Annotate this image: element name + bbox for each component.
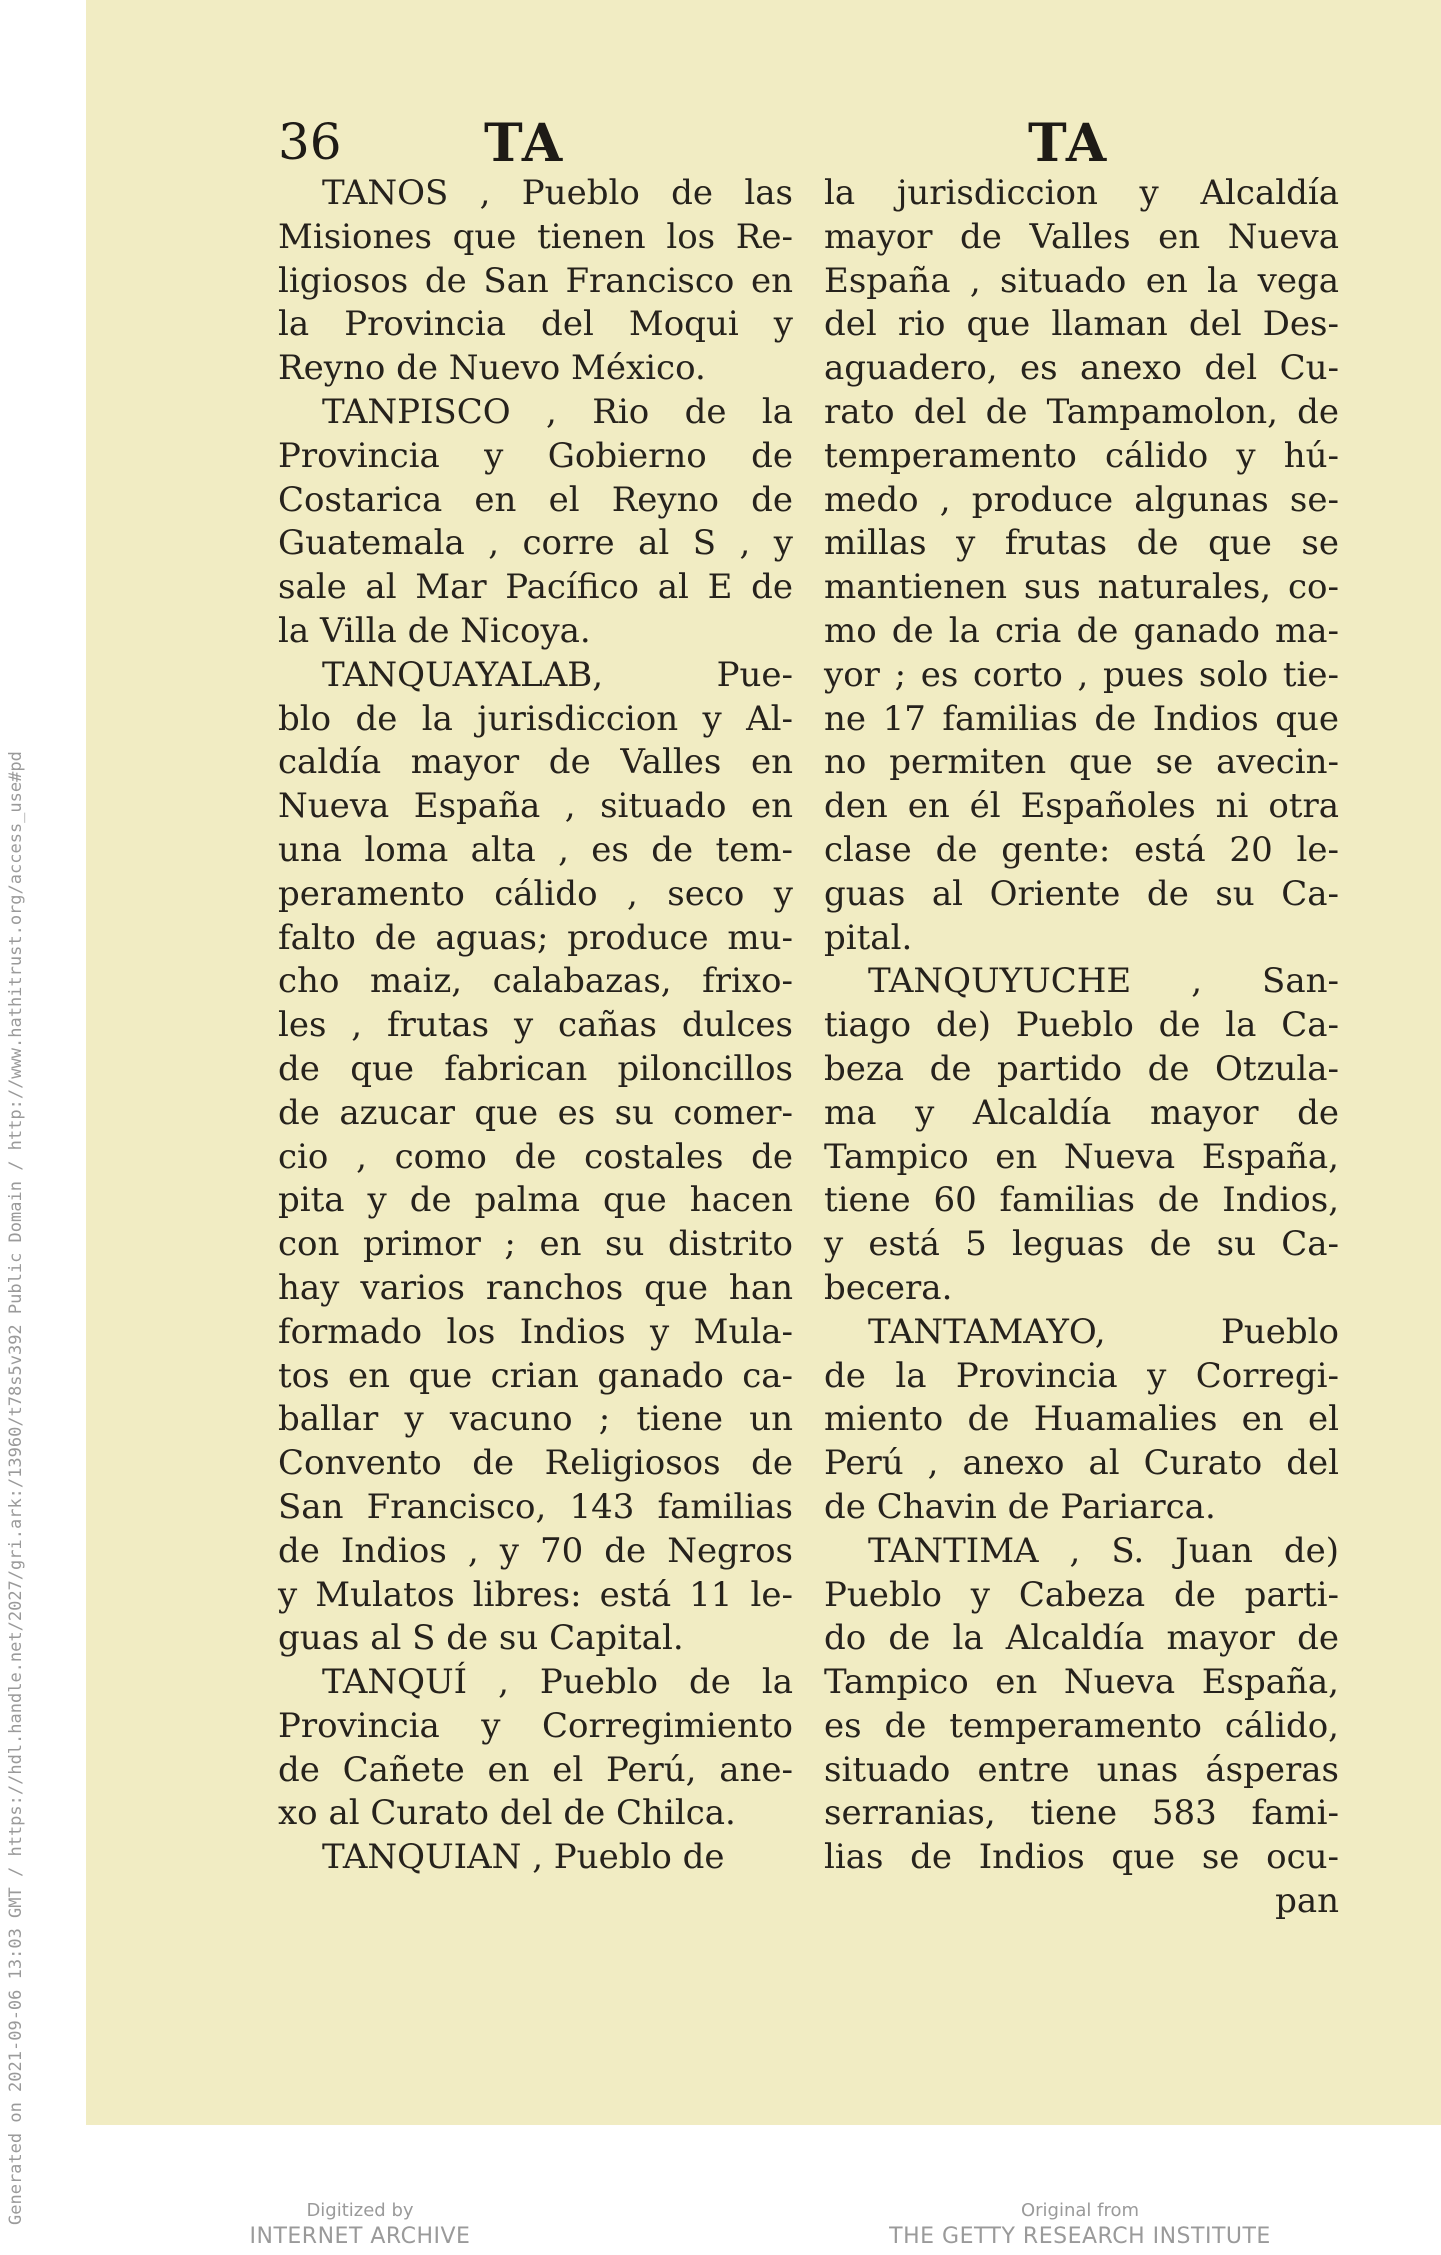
text-line: TANTIMA , S. Juan de) — [868, 1530, 1339, 1571]
text-line: ne 17 familias de Indios que — [824, 698, 1339, 739]
text-line: tos en que crian ganado ca- — [278, 1355, 793, 1396]
text-line: guas al Oriente de su Ca- — [824, 873, 1339, 914]
running-head — [86, 105, 1441, 175]
text-line: de Indios , y 70 de Negros — [278, 1530, 793, 1571]
text-line: pan — [1275, 1881, 1339, 1922]
text-line: TANPISCO , Rio de la — [322, 391, 793, 432]
text-line: beza de partido de Otzula- — [824, 1048, 1339, 1089]
text-line: pita y de palma que hacen — [278, 1180, 793, 1221]
text-line: una loma alta , es de tem- — [278, 829, 793, 870]
right-text-column — [824, 172, 1339, 1924]
text-line: de Chavin de Pariarca. — [824, 1486, 1216, 1527]
text-line: San Francisco, 143 familias — [278, 1486, 793, 1527]
text-line: situado entre unas ásperas — [824, 1749, 1339, 1790]
text-line: España , situado en la vega — [824, 260, 1339, 301]
text-line: becera. — [824, 1267, 953, 1308]
text-line: miento de Huamalies en el — [824, 1399, 1339, 1440]
page-number: 36 — [278, 113, 342, 171]
text-line: TANOS , Pueblo de las — [322, 173, 793, 213]
right-running-head: TA — [1028, 113, 1109, 174]
text-line: y está 5 leguas de su Ca- — [824, 1224, 1339, 1265]
text-line: xo al Curato del de Chilca. — [278, 1793, 736, 1834]
text-line: falto de aguas; produce mu- — [278, 917, 793, 958]
text-line: Provincia y Gobierno de — [278, 435, 793, 476]
digitized-by-credit — [240, 2200, 480, 2252]
text-line: Pueblo y Cabeza de parti- — [824, 1574, 1339, 1615]
text-line: la Villa de Nicoya. — [278, 610, 591, 651]
text-line: mayor de Valles en Nueva — [824, 216, 1339, 257]
text-line: la jurisdiccion y Alcaldía — [824, 173, 1339, 213]
text-line: Costarica en el Reyno de — [278, 479, 793, 520]
text-line: Tampico en Nueva España, — [824, 1136, 1339, 1177]
text-line: es de temperamento cálido, — [824, 1705, 1339, 1746]
text-line: cho maiz, calabazas, frixo- — [278, 961, 793, 1002]
text-line: caldía mayor de Valles en — [278, 742, 793, 783]
text-line: les , frutas y cañas dulces — [278, 1005, 793, 1046]
left-running-head: TA — [484, 113, 565, 174]
text-line: tiago de) Pueblo de la Ca- — [824, 1005, 1339, 1046]
text-line: ma y Alcaldía mayor de — [824, 1092, 1339, 1133]
text-line: medo , produce algunas se- — [824, 479, 1339, 520]
text-line: TANQUÍ , Pueblo de la — [322, 1662, 793, 1703]
text-line: la Provincia del Moqui y — [278, 304, 793, 345]
text-line: den en él Españoles ni otra — [824, 786, 1339, 827]
text-line: rato del de Tampamolon, de — [824, 391, 1339, 432]
original-from-credit — [880, 2200, 1280, 2252]
text-line: serranias, tiene 583 fami- — [824, 1793, 1339, 1834]
text-line: ballar y vacuno ; tiene un — [278, 1399, 793, 1440]
text-line: TANQUIAN , Pueblo de — [322, 1837, 725, 1878]
text-line: Convento de Religiosos de — [278, 1443, 793, 1484]
text-line: de azucar que es su comer- — [278, 1092, 793, 1133]
text-line: peramento cálido , seco y — [278, 873, 793, 914]
text-line: TANQUYUCHE , San- — [868, 961, 1339, 1002]
text-line: Perú , anexo al Curato del — [824, 1443, 1339, 1484]
text-line: sale al Mar Pacífico al E de — [278, 567, 793, 608]
text-line: Nueva España , situado en — [278, 786, 793, 827]
text-line: millas y frutas de que se — [824, 523, 1339, 564]
text-line: Reyno de Nuevo México. — [278, 348, 706, 389]
text-line: guas al S de su Capital. — [278, 1618, 684, 1659]
internet-archive-label: INTERNET ARCHIVE — [249, 2224, 471, 2249]
text-line: yor ; es corto , pues solo tie- — [824, 654, 1339, 695]
left-text-column — [278, 172, 793, 1880]
footer — [0, 2200, 1441, 2255]
text-line: del rio que llaman del Des- — [824, 304, 1339, 345]
text-line: do de la Alcaldía mayor de — [824, 1618, 1339, 1659]
text-line: con primor ; en su distrito — [278, 1224, 793, 1265]
digitized-by-label: Digitized by — [306, 2200, 414, 2221]
text-line: ligiosos de San Francisco en — [278, 260, 793, 301]
text-line: Provincia y Corregimiento — [278, 1705, 793, 1746]
generated-stamp-text: Generated on 2021-09-06 13:03 GMT / https://hdl.handle.net/2027/gri.ark:/13960/t78s5v392 Public Domain / http://www.hathitrust.org/access_use#pd — [6, 751, 26, 2225]
text-line: no permiten que se avecin- — [824, 742, 1339, 783]
text-line: y Mulatos libres: está 11 le- — [278, 1574, 793, 1615]
text-line: temperamento cálido y hú- — [824, 435, 1339, 476]
text-line: formado los Indios y Mula- — [278, 1311, 793, 1352]
text-line: de Cañete en el Perú, ane- — [278, 1749, 793, 1790]
text-line: mo de la cria de ganado ma- — [824, 610, 1339, 651]
text-line: Tampico en Nueva España, — [824, 1662, 1339, 1703]
text-line: clase de gente: está 20 le- — [824, 829, 1339, 870]
text-line: pital. — [824, 917, 913, 958]
text-line: de la Provincia y Corregi- — [824, 1355, 1339, 1396]
text-line: Guatemala , corre al S , y — [278, 523, 793, 564]
text-line: aguadero, es anexo del Cu- — [824, 348, 1339, 389]
text-line: Misiones que tienen los Re- — [278, 216, 793, 257]
text-line: TANTAMAYO, Pueblo — [868, 1311, 1339, 1352]
text-line: mantienen sus naturales, co- — [824, 567, 1339, 608]
text-line: tiene 60 familias de Indios, — [824, 1180, 1339, 1221]
text-line: TANQUAYALAB, Pue- — [322, 654, 793, 695]
getty-institute-label: THE GETTY RESEARCH INSTITUTE — [889, 2224, 1271, 2249]
text-line: blo de la jurisdiccion y Al- — [278, 698, 793, 739]
text-line: hay varios ranchos que han — [278, 1267, 793, 1308]
side-stamp — [0, 0, 86, 2255]
book-page — [86, 0, 1441, 2125]
text-line: lias de Indios que se ocu- — [824, 1837, 1339, 1878]
text-line: de que fabrican piloncillos — [278, 1048, 793, 1089]
text-line: cio , como de costales de — [278, 1136, 793, 1177]
original-from-label: Original from — [1020, 2200, 1140, 2221]
